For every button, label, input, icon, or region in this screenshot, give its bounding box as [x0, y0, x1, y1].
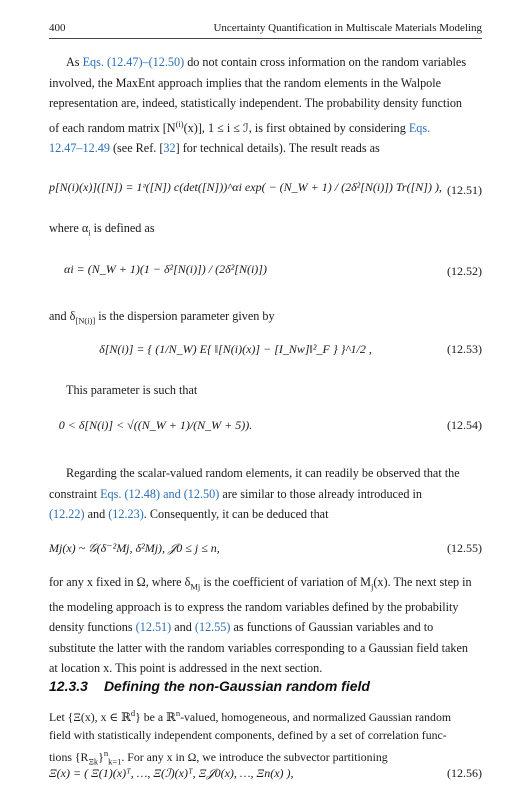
- text-run: is the coefficient of variation of M: [200, 575, 371, 589]
- paragraph-1: [49, 52, 482, 159]
- p1-line4: [49, 114, 482, 139]
- text-run: (x). The next step in: [373, 575, 472, 589]
- cross-reference-link[interactable]: Eqs. (12.47)–(12.50): [82, 55, 185, 69]
- text-run: and δ: [49, 309, 76, 323]
- text-run: i: [88, 227, 91, 238]
- equation-12-55-body: Mj(x) ~ 𝒢(δ⁻²Mj, δ²Mj), 𝒥0 ≤ j ≤ n,: [49, 541, 220, 555]
- cross-reference-link[interactable]: Eqs.: [408, 120, 431, 135]
- equation-12-51-body: p[N(i)(x)]([N]) = 1ᵊ([N]) c(det([N]))^αi exp( − (N_W + 1) / (2δ²[N(i)]) Tr([N]) ),: [49, 180, 442, 194]
- equation-12-54-number: (12.54): [447, 418, 482, 432]
- text-run: do not contain cross information on the random variables: [184, 55, 467, 69]
- text-run: substitute the latter with the random variables corresponding to a Gaussian field taken: [49, 640, 468, 655]
- equation-12-54-body: 0 < δ[N(i)] < √((N_W + 1)/(N_W + 5)).: [58, 418, 253, 432]
- text-run: at location x. This point is addressed in the next section.: [49, 661, 323, 676]
- p7-line1: [49, 704, 482, 726]
- p5-line1: [49, 463, 482, 484]
- equation-12-54: [49, 414, 482, 444]
- text-run: is the dispersion parameter given by: [95, 309, 275, 323]
- paragraph-5: [49, 463, 482, 525]
- page-header: [49, 22, 482, 36]
- p1-line2: [49, 73, 482, 94]
- paragraph-2: [49, 218, 482, 243]
- cross-reference-link[interactable]: Eqs. (12.48) and (12.50): [100, 486, 220, 501]
- equation-12-53-number: (12.53): [447, 342, 482, 356]
- text-run: This parameter is such that: [66, 383, 198, 397]
- text-run: n: [103, 747, 109, 758]
- text-run: ] for technical details). The result reads as: [175, 141, 380, 156]
- text-run: involved, the MaxEnt approach implies that the random elements in the Walpole: [49, 75, 442, 90]
- text-run: k=1: [108, 756, 122, 767]
- cross-reference-link[interactable]: (12.23): [108, 507, 144, 521]
- text-run: constraint: [49, 486, 101, 501]
- text-run: } be a ℝ: [135, 709, 176, 724]
- running-title: Uncertainty Quantification in Multiscale Materials Modeling: [213, 22, 482, 34]
- equation-12-56: [49, 764, 482, 788]
- text-run: -valued, homogeneous, and normalized Gaussian random: [180, 709, 452, 724]
- p5-line2: [49, 484, 482, 505]
- text-run: and: [84, 507, 109, 521]
- section-title: Defining the non-Gaussian random field: [103, 678, 370, 694]
- page-number: 400: [49, 22, 66, 34]
- equation-12-51-number: (12.51): [447, 183, 482, 197]
- text-run: field with statistically independent components, defined by a set of correlation func-: [49, 727, 447, 742]
- text-run: where α: [49, 221, 89, 235]
- text-run: (see Ref. [: [109, 141, 164, 156]
- text-run: Let {Ξ(x), x ∈ ℝ: [49, 709, 131, 724]
- text-run: n: [175, 708, 181, 718]
- equation-12-52-body: αi = (N_W + 1)(1 − δ²[N(i)]) / (2δ²[N(i)]): [64, 262, 267, 276]
- p1-line3: [49, 93, 482, 114]
- text-run: As: [66, 55, 83, 69]
- p6-line5: [49, 658, 482, 679]
- section-heading: [49, 678, 370, 694]
- text-run: Ξk: [88, 756, 99, 767]
- text-run: j: [370, 581, 374, 592]
- text-run: representation are, indeed, statistically independent. The probability density function: [49, 96, 463, 110]
- p6-line1: [49, 572, 482, 597]
- text-run: for any x fixed in Ω, where δ: [49, 575, 191, 589]
- text-run: (x)], 1 ≤ i ≤ ℐ, is first obtained by considering: [183, 120, 409, 135]
- text-run: as functions of Gaussian variables and to: [230, 620, 434, 635]
- text-run: Regarding the scalar-valued random elements, it can readily be observed that the: [66, 466, 460, 480]
- text-run: d: [130, 708, 136, 718]
- text-run: is defined as: [90, 221, 155, 235]
- paragraph-3: [49, 306, 482, 331]
- paragraph-7: [49, 704, 482, 770]
- text-run: . Consequently, it can be deduced that: [143, 507, 329, 521]
- equation-12-56-body: Ξ(x) = ( Ξ(1)(x)ᵀ, …, Ξ(ℐ)(x)ᵀ, Ξ𝒥0(x), …, Ξn(x) ),: [49, 766, 294, 780]
- text-run: . For any x in Ω, we introduce the subvector partitioning: [121, 749, 388, 764]
- p5-line3: [49, 504, 482, 525]
- p6-line3: [49, 617, 482, 638]
- p6-line2: [49, 597, 482, 618]
- paragraph-6: [49, 572, 482, 679]
- equation-12-53-body: δ[N(i)] = { (1/N_W) E{ ‖[N(i)(x)] − [I_Nw]‖²_F } }^1/2 ,: [99, 342, 372, 356]
- cross-reference-link[interactable]: (12.55): [194, 620, 231, 635]
- cross-reference-link[interactable]: (12.51): [135, 620, 172, 635]
- equation-12-55: [49, 538, 482, 562]
- cross-reference-link[interactable]: 12.47–12.49: [49, 141, 110, 156]
- paragraph-4: [49, 380, 482, 401]
- text-run: Mj: [190, 581, 201, 592]
- equation-12-52: [49, 258, 482, 288]
- text-run: tions {R: [49, 749, 89, 764]
- p1-line5: [49, 138, 482, 159]
- header-rule: [49, 38, 482, 39]
- text-run: (i): [175, 118, 184, 129]
- equation-12-52-number: (12.52): [447, 264, 482, 278]
- text-run: }: [98, 749, 104, 764]
- p6-line4: [49, 638, 482, 659]
- text-run: are similar to those already introduced in: [219, 486, 422, 501]
- cross-reference-link[interactable]: (12.22): [49, 507, 85, 521]
- text-run: [N(i)]: [75, 315, 96, 326]
- p1-line1: [49, 52, 482, 73]
- cross-reference-link[interactable]: 32: [163, 141, 176, 156]
- equation-12-51: [49, 176, 482, 206]
- equation-12-55-number: (12.55): [447, 541, 482, 555]
- equation-12-53: [49, 340, 482, 370]
- text-run: and: [171, 620, 195, 635]
- section-number: 12.3.3: [49, 678, 88, 694]
- p7-line2: [49, 726, 482, 744]
- text-run: of each random matrix [N: [49, 120, 176, 135]
- text-run: the modeling approach is to express the random variables defined by the probability: [49, 599, 459, 614]
- equation-12-56-number: (12.56): [447, 766, 482, 780]
- text-run: density functions: [49, 620, 136, 635]
